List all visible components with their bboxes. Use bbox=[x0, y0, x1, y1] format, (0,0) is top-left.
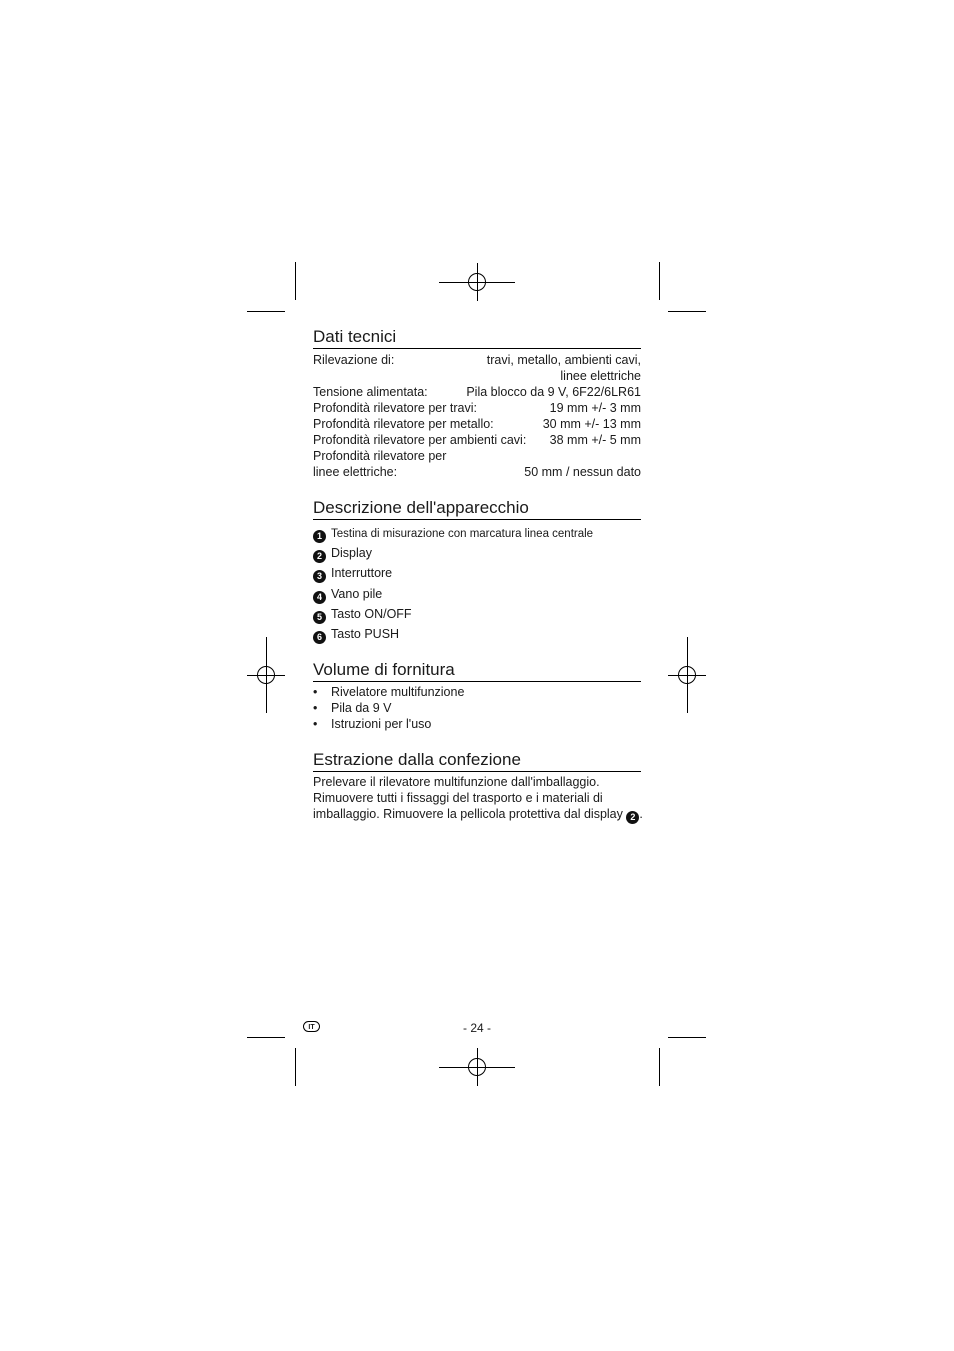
list-item: 2 Display bbox=[313, 545, 641, 563]
number-badge: 3 bbox=[313, 570, 326, 583]
list-item: • Istruzioni per l'uso bbox=[313, 717, 432, 731]
page-number: - 24 - bbox=[462, 1021, 491, 1035]
tech-row: Profondità rilevatore per travi: 19 mm +/- 3 mm bbox=[313, 401, 641, 415]
number-badge: 6 bbox=[313, 631, 326, 644]
section-title-tech: Dati tecnici bbox=[313, 327, 641, 349]
section-title-supply: Volume di fornitura bbox=[313, 660, 641, 682]
section-title-unpacking: Estrazione dalla confezione bbox=[313, 750, 641, 772]
paragraph-line: Rimuovere tutti i fissaggi del trasporto e i materiali di bbox=[313, 791, 603, 805]
tech-row: Profondità rilevatore per bbox=[313, 449, 447, 463]
number-badge: 4 bbox=[313, 591, 326, 604]
list-item: 5 Tasto ON/OFF bbox=[313, 606, 641, 624]
bullet-icon: • bbox=[313, 685, 318, 699]
language-badge: IT bbox=[303, 1021, 320, 1032]
tech-row: Tensione alimentata: Pila blocco da 9 V, 6F22/6LR61 bbox=[313, 385, 641, 399]
list-item: 6 Tasto PUSH bbox=[313, 626, 641, 644]
number-badge: 5 bbox=[313, 611, 326, 624]
tech-row: linee elettriche: 50 mm / nessun dato bbox=[313, 465, 641, 479]
number-badge: 2 bbox=[313, 550, 326, 563]
paragraph-line: Prelevare il rilevatore multifunzione dall'imballaggio. bbox=[313, 775, 600, 789]
tech-row: Profondità rilevatore per ambienti cavi: 38 mm +/- 5 mm bbox=[313, 433, 641, 447]
tech-row: Profondità rilevatore per metallo: 30 mm +/- 13 mm bbox=[313, 417, 641, 431]
section-title-description: Descrizione dell'apparecchio bbox=[313, 498, 641, 520]
list-item: 3 Interruttore bbox=[313, 565, 641, 583]
list-item: 4 Vano pile bbox=[313, 586, 641, 604]
list-item: • Rivelatore multifunzione bbox=[313, 685, 465, 699]
number-badge: 1 bbox=[313, 530, 326, 543]
bullet-icon: • bbox=[313, 717, 318, 731]
paragraph-line: imballaggio. Rimuovere la pellicola protettiva dal display 2 . bbox=[313, 807, 643, 822]
tech-row: Rilevazione di: travi, metallo, ambienti cavi, bbox=[313, 353, 641, 367]
tech-row: linee elettriche bbox=[560, 369, 641, 383]
bullet-icon: • bbox=[313, 701, 318, 715]
number-badge: 2 bbox=[626, 811, 639, 824]
list-item: 1 Testina di misurazione con marcatura linea centrale bbox=[313, 525, 641, 543]
list-item: • Pila da 9 V bbox=[313, 701, 392, 715]
